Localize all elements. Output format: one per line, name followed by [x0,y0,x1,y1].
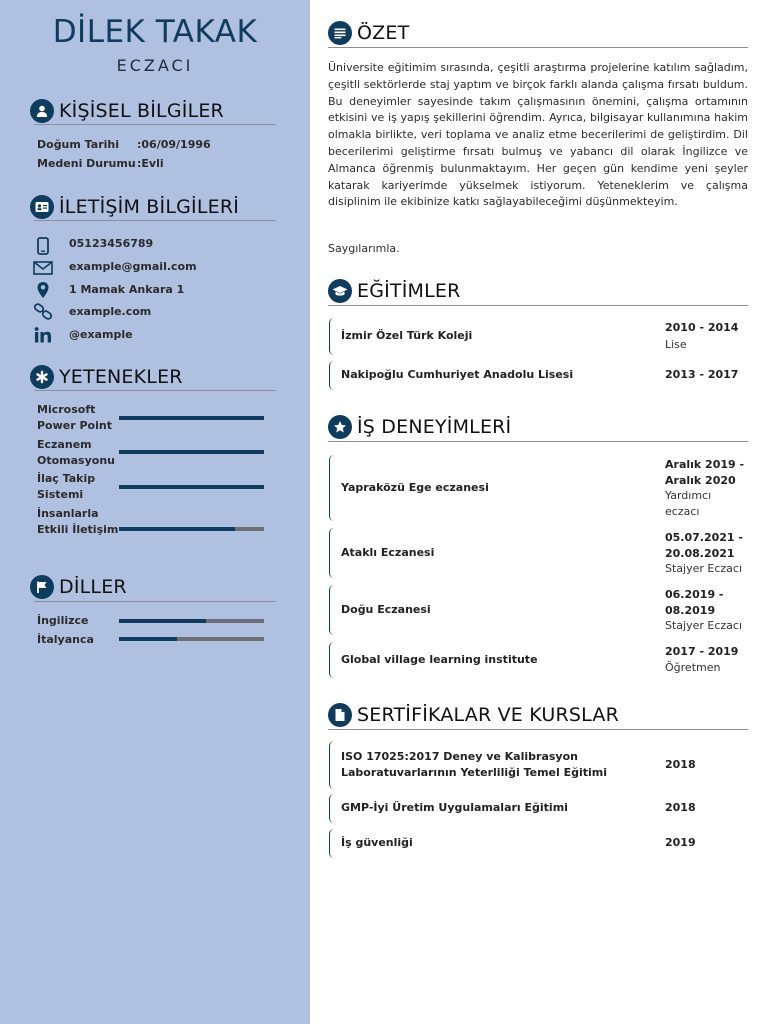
work-date: 2017 - 2019 [665,645,739,658]
skills-section-header [30,365,183,389]
certificate-entry [329,829,749,858]
certificates-heading: SERTİFİKALAR VE KURSLAR [357,704,619,726]
divider [34,390,276,391]
languages-section-header [30,575,127,599]
certificates-section-header [328,703,619,727]
language-bar-fill [119,619,206,623]
divider [34,220,276,221]
entry-bracket [329,318,335,355]
entry-bracket [329,794,335,823]
workplace-name: Ataklı Eczanesi [341,546,435,559]
entry-bracket [329,741,335,789]
asterisk-icon [30,365,54,389]
skill-name: İnsanlarla Etkili İletişim [37,507,119,536]
email-text[interactable]: example@gmail.com [69,260,197,273]
skill-name: Eczanem Otomasyonu [37,438,115,467]
school-name: Nakipoğlu Cumhuriyet Anadolu Lisesi [341,368,574,381]
certificate-entry [329,741,749,789]
entry-bracket [329,585,335,635]
education-heading: EĞİTİMLER [357,280,461,302]
school-name: İzmir Özel Türk Koleji [341,329,473,342]
person-name: DİLEK TAKAK [52,14,258,50]
link-icon [32,302,54,322]
graduation-cap-icon [328,279,352,303]
entry-bracket [329,528,335,578]
marital-status-value: :Evli [137,157,164,170]
summary-heading: ÖZET [357,22,410,44]
summary-paragraph: Üniversite eğitimim sırasında, çeşitli araştırma projelerine katılım sağladım, çeşitli sektörlerde staj yaptım ve birçok farklı alanda çalışma fırsatı buldum. Bu deneyimler sayesinde takım çalışmasının önemini, çalışma ortamının etkisini ve iş yapış şekillerini öğrendim. Ayrıca, bilgisayar kullanımına hakim olmakla birlikte, veri toplama ve analiz etme becerilerimi de geliştirdim. Dil becerilerimi geliştirme fırsatı bulmuş ve yabancı dil olarak İngilizce ve Almanca öğrenmiş bulunmaktayım. Her geçen gün kendime yeni şeyler katarak kariyerimde yükselmek istiyorum. Yeteneklerim ve çalışma disiplinim ile ekibinize katkı sağlayabileceğimi düşünmekteyim. [328,61,748,209]
workplace-name: Doğu Eczanesi [341,603,431,616]
birth-date-label: Doğum Tarihi [37,138,119,151]
education-date: 2013 - 2017 [665,368,739,381]
personal-heading: KİŞİSEL BİLGİLER [59,100,224,122]
website-text[interactable]: example.com [69,305,152,318]
work-role: Öğretmen [665,661,721,674]
file-icon [328,703,352,727]
language-bar [119,637,264,641]
workplace-name: Global village learning institute [341,653,538,666]
experience-section-header [328,415,511,439]
certificate-entry [329,794,749,823]
divider [34,601,276,602]
skill-bar-fill [119,527,235,531]
education-level: Lise [665,338,687,351]
divider [328,305,748,306]
marital-status-label: Medeni Durumu [37,157,136,170]
language-bar [119,619,264,623]
skills-heading: YETENEKLER [59,366,183,388]
skill-bar [119,527,264,531]
experience-entry [329,585,749,635]
entry-bracket [329,829,335,858]
location-icon [32,280,54,300]
phone-text[interactable]: 05123456789 [69,237,154,250]
education-entry [329,318,749,355]
skill-bar-fill [119,485,264,489]
personal-section-header [30,99,224,123]
workplace-name: Yapraközü Ege eczanesi [341,481,489,494]
person-icon [30,99,54,123]
linkedin-icon [32,325,54,345]
skill-bar [119,416,264,420]
skill-name: İlaç Takip Sistemi [37,472,96,501]
summary-section-header [328,21,409,45]
contact-section-header [30,195,239,219]
experience-entry [329,528,749,578]
experience-entry [329,455,749,521]
skill-bar [119,485,264,489]
contact-heading: İLETİŞİM BİLGİLERİ [59,196,240,218]
work-role: Stajyer Eczacı [665,619,743,632]
email-icon [32,258,54,278]
sidebar [0,0,310,1024]
education-section-header [328,279,461,303]
work-date: 05.07.2021 - 20.08.2021 [665,531,743,560]
languages-heading: DİLLER [59,576,127,598]
experience-entry [329,642,749,678]
language-name: İngilizce [37,614,89,627]
summary-closing: Saygılarımla. [328,242,400,255]
entry-bracket [329,361,335,390]
divider [328,729,748,730]
skill-bar [119,450,264,454]
entry-bracket [329,642,335,678]
certificate-name: İş güvenliği [341,836,413,849]
work-date: Aralık 2019 - Aralık 2020 [665,458,745,487]
divider [328,441,748,442]
entry-bracket [329,455,335,521]
language-bar-fill [119,637,177,641]
work-role: Yardımcı eczacı [665,489,712,518]
education-entry [329,361,749,390]
certificate-year: 2018 [665,758,696,771]
work-date: 06.2019 - 08.2019 [665,588,724,617]
skill-bar-fill [119,416,264,420]
certificate-year: 2018 [665,801,696,814]
work-role: Stajyer Eczacı [665,562,743,575]
skill-bar-fill [119,450,264,454]
document-lines-icon [328,21,352,45]
education-date: 2010 - 2014 [665,321,739,334]
address-text: 1 Mamak Ankara 1 [69,283,185,296]
certificate-name: GMP-İyi Üretim Uygulamaları Eğitimi [341,801,568,814]
language-name: İtalyanca [37,633,94,646]
birth-date-value: :06/09/1996 [137,138,211,151]
job-title: ECZACI [116,56,194,75]
skill-name: Microsoft Power Point [37,403,112,432]
linkedin-text[interactable]: @example [69,328,133,341]
id-card-icon [30,195,54,219]
divider [328,47,748,48]
certificate-year: 2019 [665,836,696,849]
phone-icon [32,236,54,256]
flag-icon [30,575,54,599]
star-icon [328,415,352,439]
experience-heading: İŞ DENEYİMLERİ [357,416,512,438]
certificate-name: ISO 17025:2017 Deney ve Kalibrasyon Laboratuvarlarının Yeterliliği Temel Eğitimi [341,750,608,779]
divider [34,124,276,125]
